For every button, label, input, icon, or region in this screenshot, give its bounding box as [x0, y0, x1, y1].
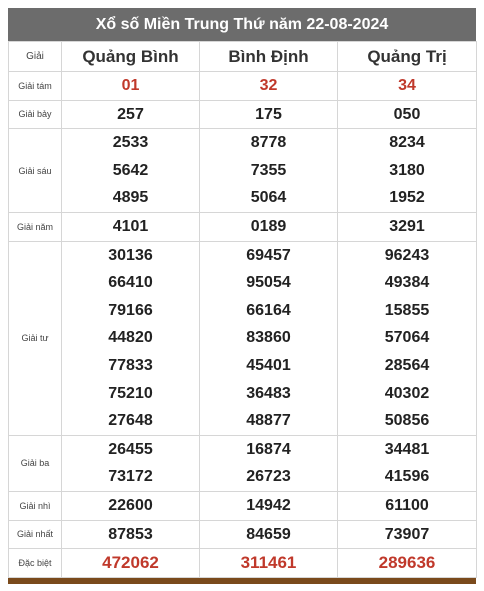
- prize-row-giai-sau: [9, 129, 477, 213]
- prize-number: 50856: [384, 412, 430, 430]
- prize-number: 49384: [384, 274, 430, 292]
- prize-number: 96243: [384, 246, 430, 264]
- prize-number: 22600: [108, 496, 153, 514]
- prize-number: 4101: [112, 217, 149, 235]
- prize-number: 175: [255, 105, 282, 123]
- prize-cell: [338, 491, 477, 520]
- prize-number: 34481: [384, 440, 430, 458]
- prize-cell: [338, 100, 477, 129]
- prize-row-giai-bay: [9, 100, 477, 129]
- prize-number: 1952: [389, 189, 425, 207]
- prize-number: 61100: [385, 496, 429, 514]
- prize-label: Giải nhất: [9, 520, 62, 549]
- prize-number: 3180: [389, 161, 425, 179]
- prize-cell: [200, 520, 338, 549]
- prize-number: 8234: [389, 134, 425, 152]
- prize-number: 14942: [246, 496, 291, 514]
- prize-cell: [200, 72, 338, 101]
- prize-number: 41596: [384, 468, 430, 486]
- prize-cell: [62, 491, 200, 520]
- prize-number: 40302: [384, 384, 430, 402]
- prize-row-giai-nhi: [9, 491, 477, 520]
- prize-cell: [200, 435, 338, 491]
- prize-number: 32: [259, 77, 278, 94]
- prize-number: 36483: [246, 384, 291, 402]
- prize-number: 01: [121, 77, 140, 94]
- prize-cell: [338, 435, 477, 491]
- prize-number: 472062: [102, 553, 159, 573]
- prize-row-giai-nam: [9, 212, 477, 241]
- prize-row-giai-ba: [9, 435, 477, 491]
- prize-number: 8778: [250, 134, 287, 152]
- prize-number: 30136: [108, 246, 153, 264]
- prize-number: 311461: [240, 553, 297, 573]
- prize-label: Giải tám: [9, 72, 62, 101]
- prize-cell: [200, 549, 338, 578]
- prize-cell: [62, 100, 200, 129]
- province-header-binh-dinh: Bình Định: [200, 42, 338, 72]
- prize-cell: [200, 491, 338, 520]
- footer-bar: [8, 578, 476, 584]
- prize-cell: [200, 100, 338, 129]
- prize-number: 3291: [389, 217, 425, 235]
- prize-number: 7355: [250, 161, 287, 179]
- prize-cell: [62, 129, 200, 213]
- prize-number: 84659: [246, 525, 291, 543]
- prize-cell: [338, 520, 477, 549]
- prize-number: 28564: [384, 356, 430, 374]
- prize-row-giai-tam: [9, 72, 477, 101]
- prize-column-header: Giải: [9, 42, 62, 72]
- prize-number: 16874: [246, 440, 291, 458]
- prize-cell: [62, 435, 200, 491]
- header-row: [9, 42, 477, 72]
- prize-number: 289636: [378, 553, 436, 573]
- prize-cell: [338, 72, 477, 101]
- prize-cell: [338, 212, 477, 241]
- prize-number: 83860: [246, 329, 291, 347]
- prize-label: Giải năm: [9, 212, 62, 241]
- prize-number: 73172: [108, 468, 153, 486]
- province-header-quang-tri: Quảng Trị: [338, 42, 477, 72]
- prize-row-giai-nhat: [9, 520, 477, 549]
- prize-cell: [62, 241, 200, 435]
- province-header-quang-binh: Quảng Bình: [62, 42, 200, 72]
- prize-number: 48877: [246, 412, 291, 430]
- prize-label: Giải nhì: [9, 491, 62, 520]
- prize-number: 2533: [112, 134, 149, 152]
- prize-cell: [338, 549, 477, 578]
- prize-cell: [338, 129, 477, 213]
- prize-label: Giải bảy: [9, 100, 62, 129]
- prize-cell: [62, 549, 200, 578]
- prize-number: 75210: [108, 384, 153, 402]
- lottery-results-panel: [8, 8, 476, 584]
- results-title: Xổ số Miền Trung Thứ năm 22-08-2024: [8, 8, 476, 41]
- prize-number: 87853: [108, 525, 153, 543]
- prize-number: 73907: [384, 525, 430, 543]
- prize-number: 15855: [384, 301, 430, 319]
- prize-number: 4895: [112, 189, 149, 207]
- prize-cell: [62, 212, 200, 241]
- prize-number: 0189: [250, 217, 287, 235]
- prize-number: 26723: [246, 468, 291, 486]
- prize-label: Giải sáu: [9, 129, 62, 213]
- prize-number: 5064: [250, 189, 287, 207]
- prize-number: 79166: [108, 301, 153, 319]
- prize-row-giai-tu: [9, 241, 477, 435]
- prize-number: 26455: [108, 440, 153, 458]
- prize-row-dac-biet: [9, 549, 477, 578]
- prize-label: Giải ba: [9, 435, 62, 491]
- prize-cell: [62, 72, 200, 101]
- prize-label: Giải tư: [9, 241, 62, 435]
- prize-number: 66410: [108, 274, 153, 292]
- results-table: [8, 41, 477, 578]
- prize-number: 34: [398, 77, 416, 94]
- prize-number: 69457: [246, 246, 291, 264]
- prize-number: 050: [393, 105, 421, 123]
- prize-number: 45401: [246, 356, 291, 374]
- prize-number: 27648: [108, 412, 153, 430]
- prize-cell: [200, 212, 338, 241]
- prize-number: 95054: [246, 274, 291, 292]
- prize-cell: [200, 241, 338, 435]
- prize-label: Đặc biệt: [9, 549, 62, 578]
- prize-cell: [62, 520, 200, 549]
- prize-cell: [200, 129, 338, 213]
- prize-number: 57064: [384, 329, 430, 347]
- prize-cell: [338, 241, 477, 435]
- prize-number: 257: [117, 105, 144, 123]
- prize-number: 66164: [246, 301, 291, 319]
- prize-number: 77833: [108, 356, 153, 374]
- prize-number: 5642: [112, 161, 149, 179]
- prize-number: 44820: [108, 329, 153, 347]
